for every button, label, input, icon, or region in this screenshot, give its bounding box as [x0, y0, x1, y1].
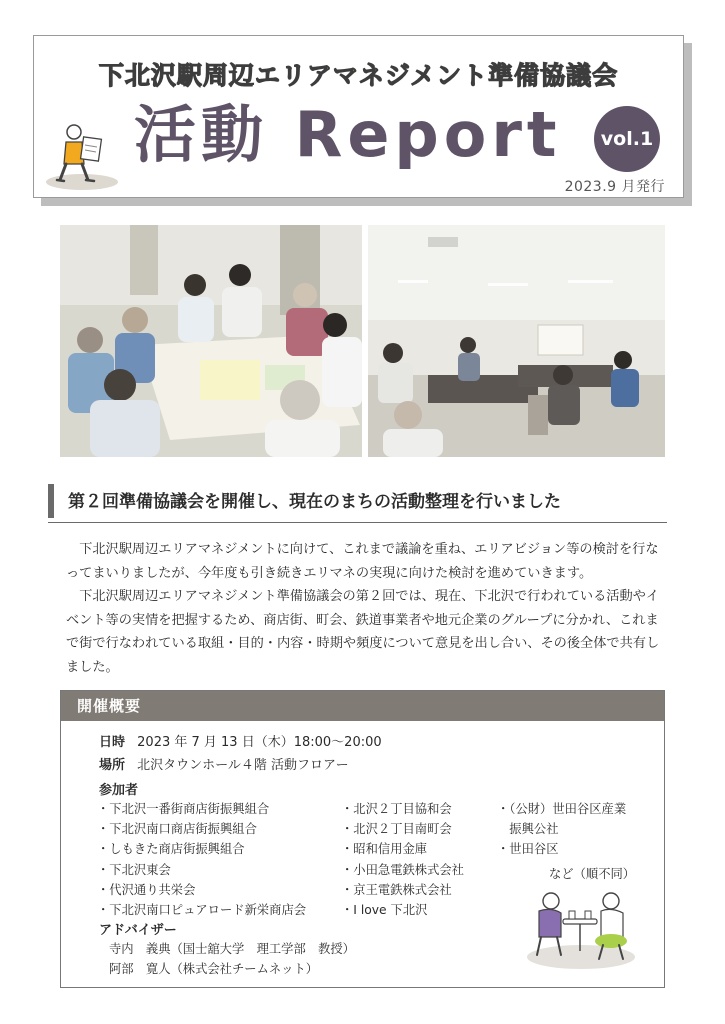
overview-title: 開催概要 [61, 691, 664, 721]
participant-item: 振興公社 [497, 822, 559, 837]
participants-etc-note: など（順不同） [549, 867, 636, 881]
article-heading-text: 第２回準備協議会を開催し、現在のまちの活動整理を行いました [68, 492, 561, 512]
participant-item: ・代沢通り共栄会 [97, 882, 196, 897]
participants-label: 参加者 [99, 783, 139, 798]
participant-item: ・下北沢一番街商店街振興組合 [97, 802, 270, 816]
participants-column-2 [341, 799, 464, 920]
event-place-row [99, 754, 349, 773]
advisor-item: 寺内 義典（国士舘大学 理工学部 教授） [109, 942, 355, 956]
volume-badge: vol.1 [594, 106, 660, 172]
participant-item: ・（公財）世田谷区産業 [497, 802, 627, 816]
advisors-label: アドバイザー [99, 923, 177, 938]
issue-date: 2023.9 月発行 [564, 179, 665, 195]
article-heading [48, 481, 667, 523]
workshop-table-photo [60, 225, 362, 457]
participant-item: ・昭和信用金庫 [341, 842, 428, 857]
heading-underline [48, 522, 667, 524]
meeting-hall-photo [368, 225, 665, 457]
advisors-list [109, 939, 355, 979]
participant-item: ・下北沢南口商店街振興組合 [97, 822, 257, 837]
report-main-title: 活動 Report [134, 98, 562, 171]
participant-item: ・小田急電鉄株式会社 [341, 862, 464, 877]
article-paragraph: 下北沢駅周辺エリアマネジメントに向けて、これまで議論を重ね、エリアビジョン等の検討を行なってまいりましたが、今年度も引き続きエリマネの実現に向けた検討を進めていきます。 [66, 542, 659, 581]
participant-item: ・しもきた商店街振興組合 [97, 842, 245, 857]
participant-item: ・I love 下北沢 [341, 903, 428, 918]
event-overview-box [60, 690, 665, 988]
participants-column-3 [497, 799, 626, 860]
article-paragraph: 下北沢駅周辺エリアマネジメント準備協議会の第２回では、現在、下北沢で行われている活動やイベント等の実情を把握するため、商店街、町会、鉄道事業者や地元企業のグループに分かれ、これまで街で行なわれている取組・目的・内容・時期や頻度について意見を出し合い、その後全体で共有しました。 [66, 589, 660, 675]
article-body [66, 538, 670, 679]
participant-item: ・北沢２丁目南町会 [341, 822, 452, 837]
advisor-item: 阿部 寛人（株式会社チームネット） [109, 962, 319, 976]
participant-item: ・下北沢南口ピュアロード新栄商店会 [97, 903, 307, 918]
participant-item: ・世田谷区 [497, 842, 559, 857]
date-label: 日時 [99, 735, 126, 750]
chatting-people-illustration [525, 881, 637, 969]
heading-accent-bar [48, 484, 54, 518]
participant-item: ・下北沢東会 [97, 862, 171, 877]
header-card [33, 35, 684, 198]
date-value: 2023 年 7 月 13 日（木）18:00〜20:00 [137, 735, 382, 750]
place-label: 場所 [99, 758, 126, 773]
place-value: 北沢タウンホール４階 活動フロアー [137, 758, 349, 773]
event-date-row [99, 731, 382, 750]
participant-item: ・北沢２丁目協和会 [341, 802, 452, 816]
organization-title: 下北沢駅周辺エリアマネジメント準備協議会 [98, 61, 619, 90]
participants-column-1 [97, 799, 306, 920]
participant-item: ・京王電鉄株式会社 [341, 882, 452, 897]
reading-person-illustration [44, 120, 124, 190]
